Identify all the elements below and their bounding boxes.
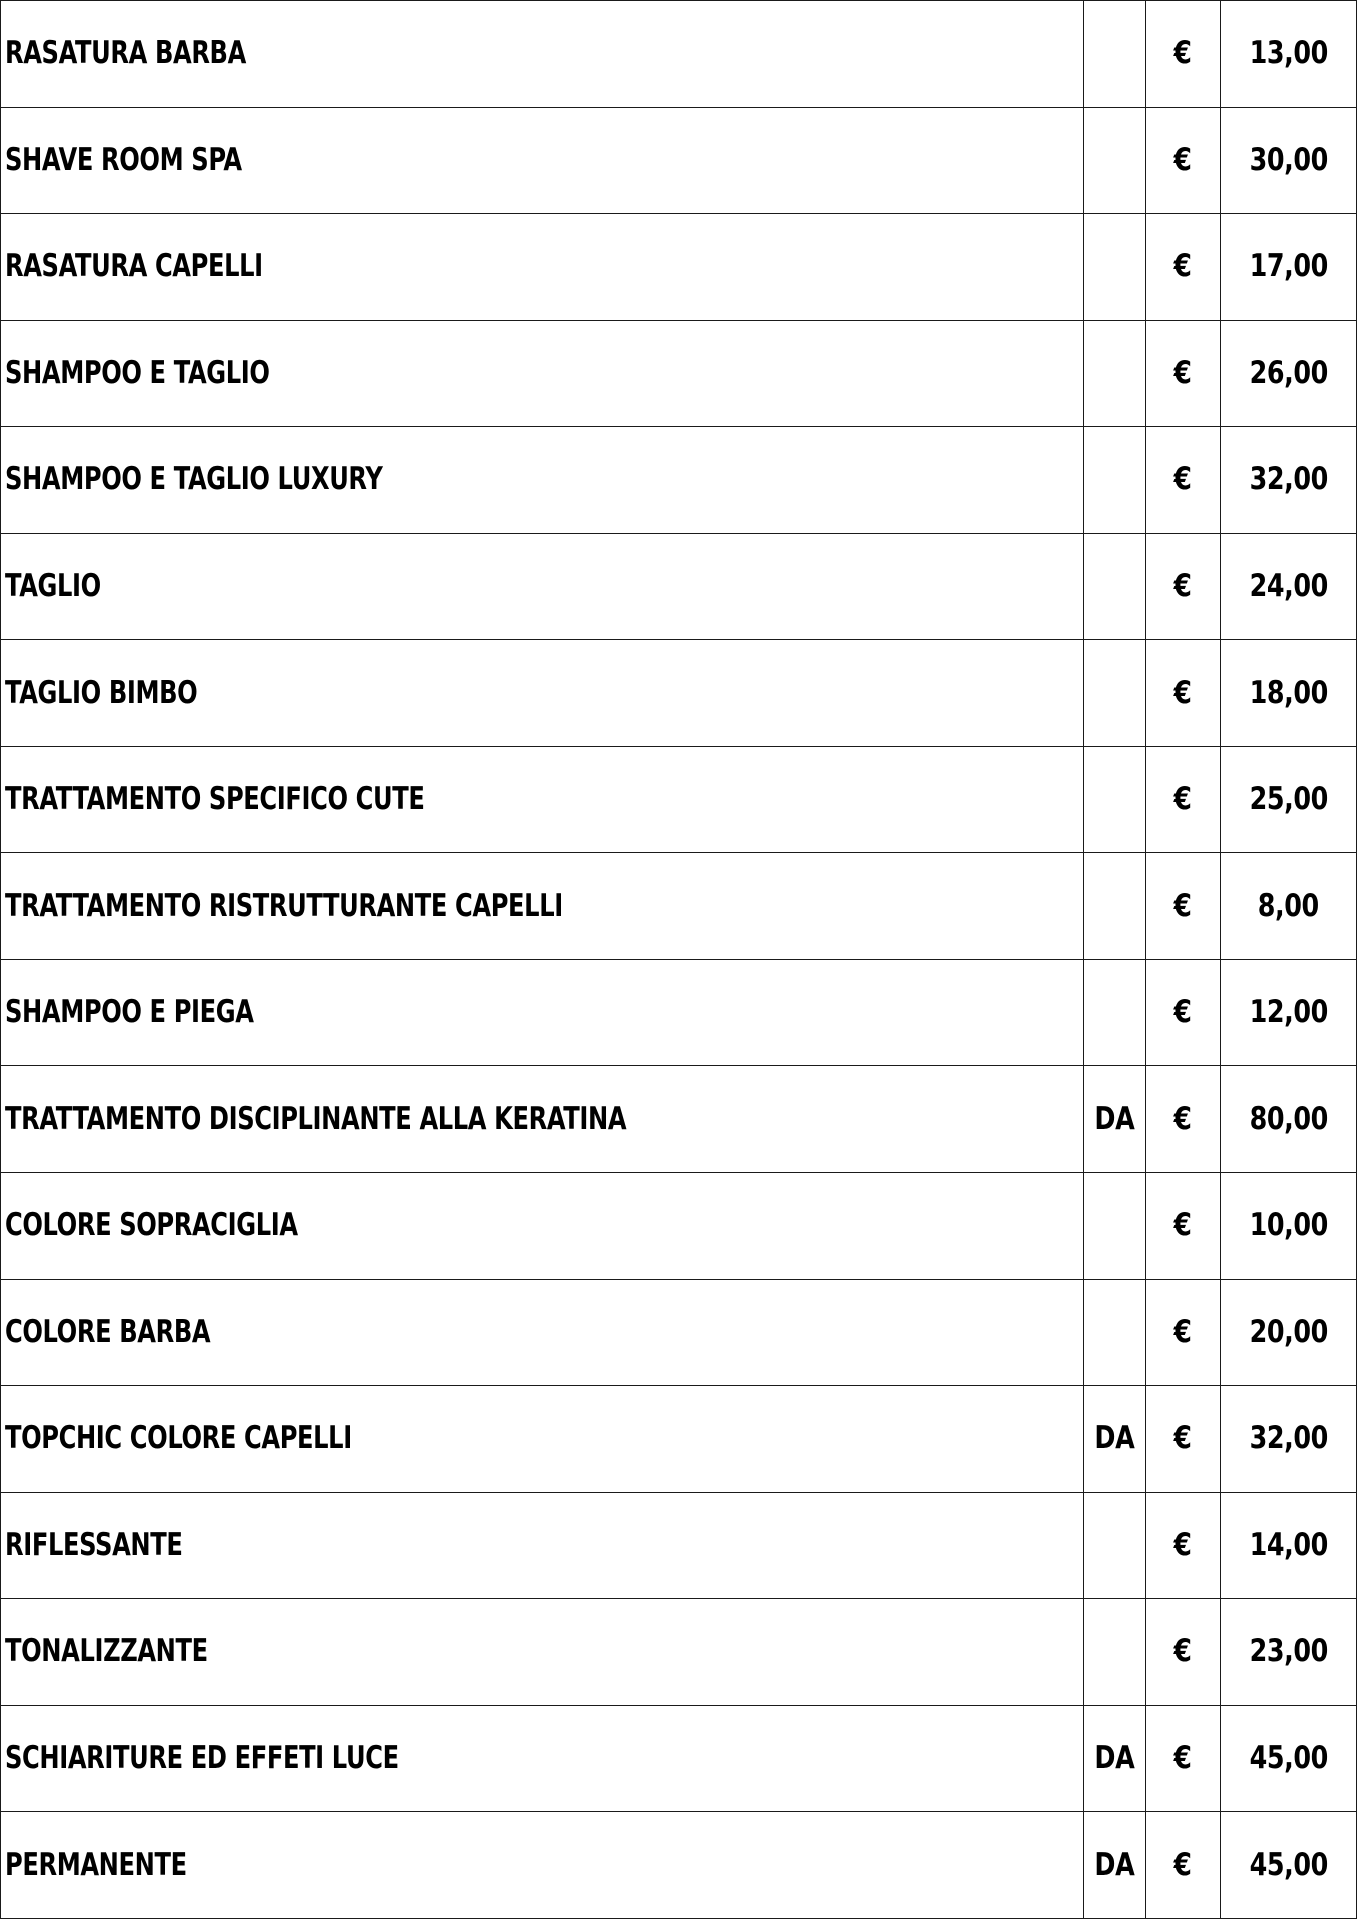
- currency-symbol: €: [1174, 674, 1192, 711]
- currency-cell: [1146, 1705, 1221, 1812]
- price-value: 8,00: [1257, 887, 1320, 924]
- service-name: TRATTAMENTO DISCIPLINANTE ALLA KERATINA: [5, 1100, 627, 1137]
- table-row: [1, 959, 1357, 1066]
- price-prefix: DA: [1094, 1100, 1135, 1137]
- service-name-cell: [1, 1279, 1084, 1386]
- currency-cell: [1146, 1279, 1221, 1386]
- service-name: TRATTAMENTO SPECIFICO CUTE: [5, 781, 425, 818]
- service-name-cell: [1, 640, 1084, 747]
- price-value: 25,00: [1249, 781, 1328, 818]
- currency-symbol: €: [1174, 141, 1192, 178]
- price-value: 24,00: [1249, 568, 1328, 604]
- table-row: [1, 533, 1357, 640]
- price-prefix-cell: [1084, 427, 1146, 534]
- service-name-cell: [1, 959, 1084, 1066]
- table-row: [1, 1, 1357, 108]
- service-name: TRATTAMENTO RISTRUTTURANTE CAPELLI: [5, 887, 563, 924]
- service-name-cell: [1, 320, 1084, 427]
- price-cell: [1221, 959, 1357, 1066]
- price-cell: [1221, 853, 1357, 960]
- price-value: 32,00: [1249, 1420, 1328, 1457]
- currency-symbol: €: [1174, 461, 1192, 498]
- service-name-cell: [1, 427, 1084, 534]
- currency-symbol: €: [1174, 1420, 1192, 1457]
- price-value: 10,00: [1249, 1207, 1328, 1244]
- currency-symbol: €: [1174, 1740, 1192, 1777]
- table-row: [1, 1599, 1357, 1706]
- currency-symbol: €: [1174, 35, 1192, 72]
- price-prefix: DA: [1094, 1420, 1135, 1457]
- table-row: [1, 320, 1357, 427]
- price-cell: [1221, 1705, 1357, 1812]
- price-list-body: [1, 1, 1357, 1919]
- price-cell: [1221, 427, 1357, 534]
- service-name-cell: [1, 1705, 1084, 1812]
- price-cell: [1221, 107, 1357, 214]
- currency-symbol: €: [1174, 568, 1192, 604]
- price-prefix-cell: [1084, 320, 1146, 427]
- price-value: 45,00: [1249, 1846, 1328, 1883]
- service-name: TAGLIO BIMBO: [5, 674, 198, 711]
- price-cell: [1221, 1066, 1357, 1173]
- price-cell: [1221, 1492, 1357, 1599]
- service-name-cell: [1, 853, 1084, 960]
- price-value: 18,00: [1249, 674, 1328, 711]
- table-row: [1, 1279, 1357, 1386]
- service-name: SHAMPOO E PIEGA: [5, 994, 254, 1031]
- price-prefix-cell: [1084, 853, 1146, 960]
- price-value: 32,00: [1249, 461, 1328, 498]
- currency-symbol: €: [1174, 1633, 1192, 1670]
- service-name-cell: [1, 107, 1084, 214]
- price-prefix-cell: [1084, 1, 1146, 108]
- currency-cell: [1146, 1492, 1221, 1599]
- currency-symbol: €: [1174, 1313, 1192, 1350]
- table-row: [1, 853, 1357, 960]
- service-name: COLORE SOPRACIGLIA: [5, 1207, 298, 1244]
- table-row: [1, 746, 1357, 853]
- service-name-cell: [1, 1599, 1084, 1706]
- currency-cell: [1146, 1066, 1221, 1173]
- service-name: SCHIARITURE ED EFFETI LUCE: [5, 1740, 399, 1777]
- currency-cell: [1146, 640, 1221, 747]
- price-prefix-cell: [1084, 1066, 1146, 1173]
- price-value: 30,00: [1249, 141, 1328, 178]
- price-cell: [1221, 533, 1357, 640]
- price-value: 26,00: [1249, 354, 1328, 391]
- price-cell: [1221, 214, 1357, 321]
- price-value: 12,00: [1249, 994, 1328, 1031]
- price-prefix: DA: [1094, 1846, 1135, 1883]
- currency-cell: [1146, 1386, 1221, 1493]
- table-row: [1, 1705, 1357, 1812]
- currency-symbol: €: [1174, 1207, 1192, 1244]
- table-row: [1, 427, 1357, 534]
- price-value: 13,00: [1249, 35, 1328, 72]
- currency-cell: [1146, 320, 1221, 427]
- currency-symbol: €: [1174, 994, 1192, 1031]
- price-cell: [1221, 746, 1357, 853]
- service-name: RASATURA CAPELLI: [5, 248, 263, 285]
- price-cell: [1221, 1812, 1357, 1919]
- price-prefix-cell: [1084, 1599, 1146, 1706]
- price-prefix-cell: [1084, 1279, 1146, 1386]
- service-name: SHAMPOO E TAGLIO LUXURY: [5, 461, 383, 498]
- price-prefix-cell: [1084, 1173, 1146, 1280]
- price-cell: [1221, 1279, 1357, 1386]
- currency-cell: [1146, 1, 1221, 108]
- price-prefix-cell: [1084, 1386, 1146, 1493]
- price-cell: [1221, 640, 1357, 747]
- currency-symbol: €: [1174, 248, 1192, 285]
- currency-symbol: €: [1174, 887, 1192, 924]
- service-name: PERMANENTE: [5, 1846, 187, 1883]
- price-cell: [1221, 320, 1357, 427]
- currency-cell: [1146, 427, 1221, 534]
- table-row: [1, 1173, 1357, 1280]
- currency-cell: [1146, 1599, 1221, 1706]
- service-name: RASATURA BARBA: [5, 35, 246, 72]
- price-prefix-cell: [1084, 959, 1146, 1066]
- service-name: TONALIZZANTE: [5, 1633, 208, 1670]
- service-name: COLORE BARBA: [5, 1313, 211, 1350]
- price-prefix-cell: [1084, 1812, 1146, 1919]
- table-row: [1, 1386, 1357, 1493]
- price-value: 14,00: [1249, 1526, 1328, 1563]
- service-name-cell: [1, 1492, 1084, 1599]
- service-name: RIFLESSANTE: [5, 1526, 183, 1563]
- price-cell: [1221, 1386, 1357, 1493]
- service-name-cell: [1, 1, 1084, 108]
- table-row: [1, 1812, 1357, 1919]
- table-row: [1, 1066, 1357, 1173]
- price-cell: [1221, 1173, 1357, 1280]
- service-name-cell: [1, 1066, 1084, 1173]
- price-prefix-cell: [1084, 746, 1146, 853]
- service-name: SHAMPOO E TAGLIO: [5, 354, 270, 391]
- currency-symbol: €: [1174, 1526, 1192, 1563]
- price-value: 45,00: [1249, 1740, 1328, 1777]
- price-prefix-cell: [1084, 1705, 1146, 1812]
- currency-symbol: €: [1174, 1100, 1192, 1137]
- currency-cell: [1146, 214, 1221, 321]
- table-row: [1, 1492, 1357, 1599]
- service-name-cell: [1, 1812, 1084, 1919]
- currency-symbol: €: [1174, 781, 1192, 818]
- currency-symbol: €: [1174, 1846, 1192, 1883]
- price-prefix: DA: [1094, 1740, 1135, 1777]
- table-row: [1, 214, 1357, 321]
- price-cell: [1221, 1, 1357, 108]
- currency-cell: [1146, 1173, 1221, 1280]
- price-prefix-cell: [1084, 214, 1146, 321]
- currency-cell: [1146, 533, 1221, 640]
- table-row: [1, 640, 1357, 747]
- service-name: TAGLIO: [5, 568, 101, 604]
- price-value: 20,00: [1249, 1313, 1328, 1350]
- price-value: 17,00: [1249, 248, 1328, 285]
- service-name-cell: [1, 1173, 1084, 1280]
- price-value: 80,00: [1249, 1100, 1328, 1137]
- currency-cell: [1146, 959, 1221, 1066]
- currency-symbol: €: [1174, 354, 1192, 391]
- currency-cell: [1146, 853, 1221, 960]
- service-name-cell: [1, 214, 1084, 321]
- service-name-cell: [1, 533, 1084, 640]
- price-prefix-cell: [1084, 640, 1146, 747]
- price-cell: [1221, 1599, 1357, 1706]
- price-value: 23,00: [1249, 1633, 1328, 1670]
- currency-cell: [1146, 746, 1221, 853]
- price-prefix-cell: [1084, 107, 1146, 214]
- currency-cell: [1146, 1812, 1221, 1919]
- service-name-cell: [1, 746, 1084, 853]
- service-name: TOPCHIC COLORE CAPELLI: [5, 1420, 352, 1457]
- currency-cell: [1146, 107, 1221, 214]
- price-prefix-cell: [1084, 1492, 1146, 1599]
- price-prefix-cell: [1084, 533, 1146, 640]
- table-row: [1, 107, 1357, 214]
- service-name-cell: [1, 1386, 1084, 1493]
- service-name: SHAVE ROOM SPA: [5, 141, 242, 178]
